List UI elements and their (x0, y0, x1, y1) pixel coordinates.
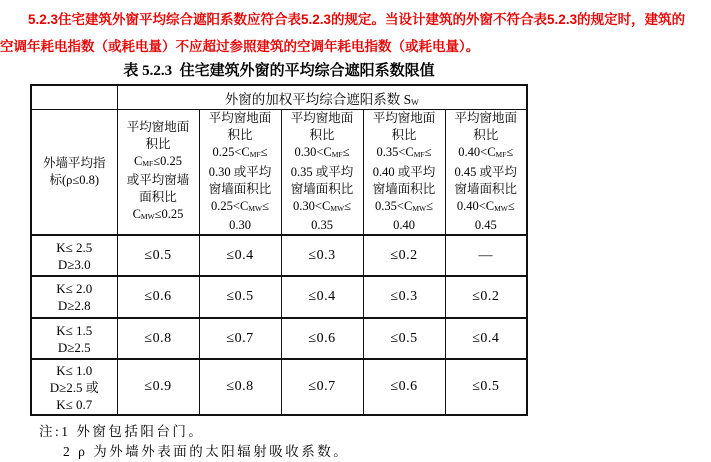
text-run: ≤ (424, 145, 432, 160)
text-run: 标(ρ≤0.8) (49, 173, 100, 187)
subscript: MF (142, 159, 154, 168)
text-run: 积比 (473, 128, 499, 143)
text-line (446, 198, 527, 217)
corner-empty-cell (31, 85, 117, 110)
text-line (446, 217, 527, 234)
text-line (364, 127, 445, 144)
text-line (446, 110, 527, 127)
subscript: MW (494, 203, 508, 213)
text-line (118, 136, 199, 153)
subscript: MW (330, 203, 345, 213)
text-run: 0.25<C (212, 145, 250, 160)
text-run: C (132, 207, 141, 221)
text-line (32, 297, 117, 314)
table-notes (39, 422, 711, 462)
text-run: 0.30 (229, 217, 251, 232)
text-run: K≤ 2.5 (56, 239, 93, 255)
text-line (32, 396, 117, 413)
subscript: MF (413, 150, 425, 160)
text-run: 空调年耗电指数（或耗电量）不应超过参照建筑的空调年耗电指数（或耗电量）。 (0, 39, 480, 54)
text-run: 0.40<C (456, 198, 495, 213)
text-run: 0.30<C (293, 198, 331, 213)
value-cell: ≤0.3 (281, 235, 363, 276)
text-line (282, 127, 363, 144)
text-run: D≥2.5 (57, 339, 91, 355)
text-line (32, 155, 117, 172)
column-header-row (31, 110, 527, 236)
text-run: ≤ (344, 198, 351, 213)
value-cell: ≤0.7 (199, 318, 281, 359)
subscript: MF (331, 150, 343, 160)
text-run: 积比 (145, 136, 171, 151)
text-line (446, 127, 527, 144)
text-line (282, 181, 363, 198)
text-run: K≤ 1.5 (56, 322, 93, 338)
text-run: K≤ 2.0 (56, 281, 93, 296)
col-header-cell (363, 110, 445, 236)
text-line (0, 33, 711, 60)
text-line (32, 280, 117, 297)
text-run: 0.45 或平均 (454, 164, 518, 179)
table-title-wrap (30, 60, 528, 82)
row-label-cell (31, 359, 117, 415)
regulation-paragraph (0, 6, 711, 60)
text-line (32, 379, 117, 396)
value-cell: ≤0.5 (199, 276, 281, 318)
row-label-cell (31, 276, 117, 318)
text-line (32, 172, 117, 189)
text-run: D≥3.0 (57, 256, 91, 272)
value-cell: — (445, 235, 527, 276)
text-line (63, 442, 711, 462)
text-run: 窗墙面积比 (208, 181, 272, 196)
text-line (364, 164, 445, 181)
value-cell: ≤0.5 (117, 235, 199, 276)
text-run: 外窗的加权平均综合遮阳系数 S (224, 91, 412, 107)
text-run: 窗墙面积比 (372, 181, 436, 196)
text-run: ≤ (506, 145, 514, 160)
table-row (31, 318, 527, 359)
value-cell: ≤0.4 (281, 276, 363, 318)
col-header-cell (199, 110, 281, 236)
text-line (32, 256, 117, 273)
text-run: 0.35<C (375, 198, 413, 213)
text-run: ≤0.25 (154, 207, 184, 221)
text-line (118, 119, 199, 136)
text-run: 2 ρ 为外墙外表面的太阳辐射吸收系数。 (63, 444, 350, 459)
text-line (200, 110, 281, 127)
text-run: D≥2.5 或 (49, 379, 99, 395)
table-row (31, 235, 527, 276)
text-line (118, 153, 199, 172)
value-cell: ≤0.3 (363, 276, 445, 318)
text-line (364, 110, 445, 127)
text-run: C (134, 153, 143, 168)
text-line (200, 164, 281, 181)
span-header-cell (117, 85, 527, 110)
value-cell: ≤0.2 (363, 235, 445, 276)
text-run: ≤ (342, 145, 350, 160)
text-run: D≥2.8 (57, 298, 91, 313)
row-label-cell (31, 318, 117, 359)
value-cell: ≤0.5 (445, 359, 527, 415)
text-run: 平均窗地面 (208, 111, 272, 126)
text-run: 平均窗地面 (290, 111, 354, 126)
table-row (31, 359, 527, 415)
value-cell: ≤0.2 (445, 276, 527, 318)
text-line (200, 181, 281, 198)
text-line (364, 198, 445, 217)
subscript: MW (140, 212, 155, 222)
text-run: ≤ (507, 198, 515, 213)
subscript: MW (412, 203, 427, 213)
text-run: 0.40<C (458, 145, 496, 160)
value-cell: ≤0.9 (117, 359, 199, 415)
text-line (32, 339, 117, 356)
text-run: 外墙平均指 (42, 156, 106, 170)
text-line (32, 322, 117, 339)
col-header-cell (117, 110, 199, 236)
text-line (282, 110, 363, 127)
text-line (282, 164, 363, 181)
text-run: 0.45 (474, 217, 497, 232)
text-run: K≤ 1.0 (56, 362, 93, 378)
text-line (446, 181, 527, 198)
value-cell: ≤0.8 (117, 318, 199, 359)
text-run: 平均窗地面 (126, 119, 190, 134)
text-run: 0.40 或平均 (372, 164, 436, 179)
span-header-row (31, 85, 527, 110)
value-cell: ≤0.6 (363, 359, 445, 415)
text-line (364, 217, 445, 234)
text-run: 平均窗地面 (372, 111, 436, 126)
subscript: W (411, 97, 419, 107)
text-line (446, 164, 527, 181)
text-line (118, 189, 199, 206)
text-line (32, 362, 117, 379)
text-run: 注:1 外窗包括阳台门。 (39, 424, 205, 439)
value-cell: ≤0.5 (363, 318, 445, 359)
text-run: 0.30<C (294, 145, 332, 160)
value-cell: ≤0.7 (281, 359, 363, 415)
value-cell: ≤0.6 (281, 318, 363, 359)
table-title: 表 5.2.3 住宅建筑外窗的平均综合遮阳系数限值 (123, 63, 435, 79)
text-run: ≤ (260, 145, 268, 160)
subscript: MF (249, 150, 261, 160)
text-line (282, 217, 363, 234)
text-line (200, 198, 281, 217)
text-line (0, 6, 711, 33)
text-run: 0.35<C (376, 145, 414, 160)
col-header-cell (445, 110, 527, 236)
text-run: 窗墙面积比 (290, 181, 354, 196)
value-cell: ≤0.6 (117, 276, 199, 318)
table-body (31, 235, 527, 415)
text-run: 积比 (227, 128, 253, 143)
row-label-cell (31, 235, 117, 276)
table-row (31, 276, 527, 318)
text-run: K≤ 0.7 (56, 396, 93, 412)
shading-coefficient-table (30, 84, 528, 416)
text-run: ≤ (262, 198, 269, 213)
subscript: MF (495, 150, 507, 160)
text-run: 5.2.3住宅建筑外窗平均综合遮阳系数应符合表5.2.3的规定。当设计建筑的外窗不符合表5.2.3的规定时，建筑的 (28, 12, 686, 27)
text-line (32, 239, 117, 256)
text-run: 0.35 或平均 (290, 164, 354, 179)
text-run: 0.35 (311, 217, 333, 232)
value-cell: ≤0.4 (199, 235, 281, 276)
value-cell: ≤0.4 (445, 318, 527, 359)
text-run: 面积比 (139, 190, 177, 204)
value-cell: ≤0.8 (199, 359, 281, 415)
text-run: 或平均窗墙 (126, 173, 190, 187)
text-line (446, 144, 527, 163)
text-line (364, 144, 445, 163)
text-line (364, 181, 445, 198)
text-line (200, 217, 281, 234)
corner-header-cell (31, 110, 117, 236)
col-header-cell (281, 110, 363, 236)
text-line (200, 144, 281, 163)
text-line (282, 144, 363, 163)
text-run: 0.40 (393, 217, 415, 232)
text-line (118, 88, 527, 108)
subscript: MW (248, 203, 263, 213)
text-line (200, 127, 281, 144)
text-line (39, 422, 711, 442)
text-run: 积比 (391, 128, 417, 143)
text-line (282, 198, 363, 217)
text-line (118, 172, 199, 189)
text-run: 窗墙面积比 (454, 181, 518, 196)
text-run: ≤ (426, 198, 433, 213)
text-run: 平均窗地面 (454, 111, 518, 126)
text-run: 0.30 或平均 (208, 164, 272, 179)
text-run: 积比 (309, 128, 335, 143)
text-line (118, 206, 199, 225)
text-run: ≤0.25 (153, 153, 182, 168)
text-run: 0.25<C (211, 198, 249, 213)
